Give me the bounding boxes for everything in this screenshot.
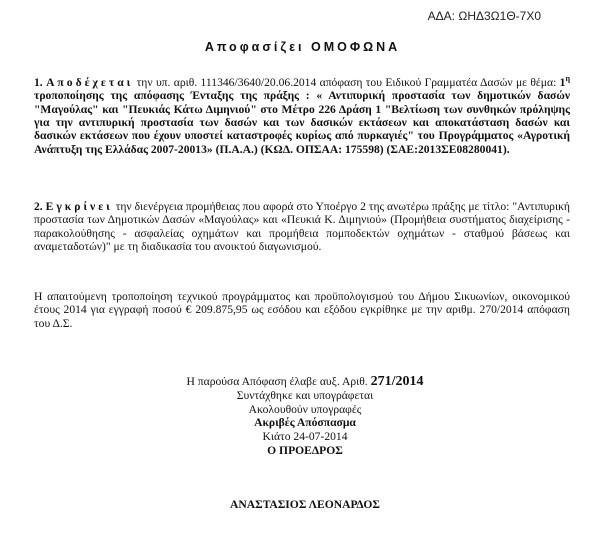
decision-number-line [120,375,490,389]
item-verb: Εγκρίνει [45,200,113,213]
ada-code: ΑΔΑ: ΩΗΔ3Ω1Θ-7Χ0 [427,9,541,23]
exact-extract-line: Ακριβές Απόσπασμα [254,416,356,430]
decision-number: 271/2014 [370,374,424,389]
president-title: Ο ΠΡΟΕΔΡΟΣ [267,443,343,457]
item-verb: Αποδέχεται [46,75,134,89]
signed-line: Συντάχθηκε και υπογράφεται [236,388,374,402]
item-number: 1. [34,75,43,89]
decision-item-1 [34,72,570,156]
item-text: την υπ. αριθ. 111346/3640/20.06.2014 απόφαση του Ειδικού Γραμματέα Δασών με θέμα: [133,75,560,89]
item-bold-text: 1 [559,75,566,89]
item-text: την διενέργεια προμήθειας που αφορά στο Υποέργο 2 της ανωτέρω πράξης με τίτλο: "Αντιπυρική προστασία των Δημοτικών Δασών «Μαγούλας» και «Πευκιά Κ. Διμηνιού» (Προμήθεια συστήματος διαχείρισης - παρακολούθησης - ασφαλείας οχημάτων και προμήθεια πομποδεκτών οχημάτων - σταθμού βάσεως και αναμεταδοτών)" με τη διαδικασία του ανοικτού διαγωνισμού. [34,200,570,254]
place-date-line: Κιάτο 24-07-2014 [262,430,348,444]
signature-block [120,375,490,458]
decision-item-2 [34,200,570,254]
item-bold-text-2: τροποποίησης της απόφασης Ένταξης της πράξης : « Αντιπυρική προστασία των δημοτικών δασών "Μαγούλας" και "Πευκιάς Κάτω Διμηνιού" στο Μέτρο 226 Δράση 1 "Βελτίωση των συνθηκών πρόληψης για την αντιπυρική προστασία των δασών και των δασικών εκτάσεων και αποκατάσταση δασών και δασικών εκτάσεων που έχουν υποστεί καταστροφές κυρίως από πυρκαγιές" του Προγράμματος «Αγροτική Ανάπτυξη της Ελλάδας 2007-20013» (Π.Α.Α.) (ΚΩΔ. ΟΠΣΑΑ: 175598) (ΣΑΕ:2013ΣΕ08280041). [34,89,570,156]
item-number: 2. [34,200,43,213]
decision-number-label: Η παρούσα Απόφαση έλαβε αυξ. Αριθ. [186,375,371,388]
decision-heading: Αποφασίζει ΟΜΟΦΩΝΑ [204,40,401,54]
superscript: η [565,74,571,83]
budget-paragraph: Η απαιτούμενη τροποποίηση τεχνικού προγράμματος και προϋπολογισμού του Δήμου Σικυωνίων, οικονομικού έτους 2014 για εγγραφή ποσού € 209.875,95 ως εσόδου και εξόδου εγκρίθηκε με την αριθμ. 270/2014 απόφαση του Δ.Σ. [34,290,570,330]
signatory-name: ΑΝΑΣΤΑΣΙΟΣ ΛΕΟΝΑΡΔΟΣ [230,498,380,511]
signatures-follow-line: Ακολουθούν υπογραφές [248,402,362,416]
